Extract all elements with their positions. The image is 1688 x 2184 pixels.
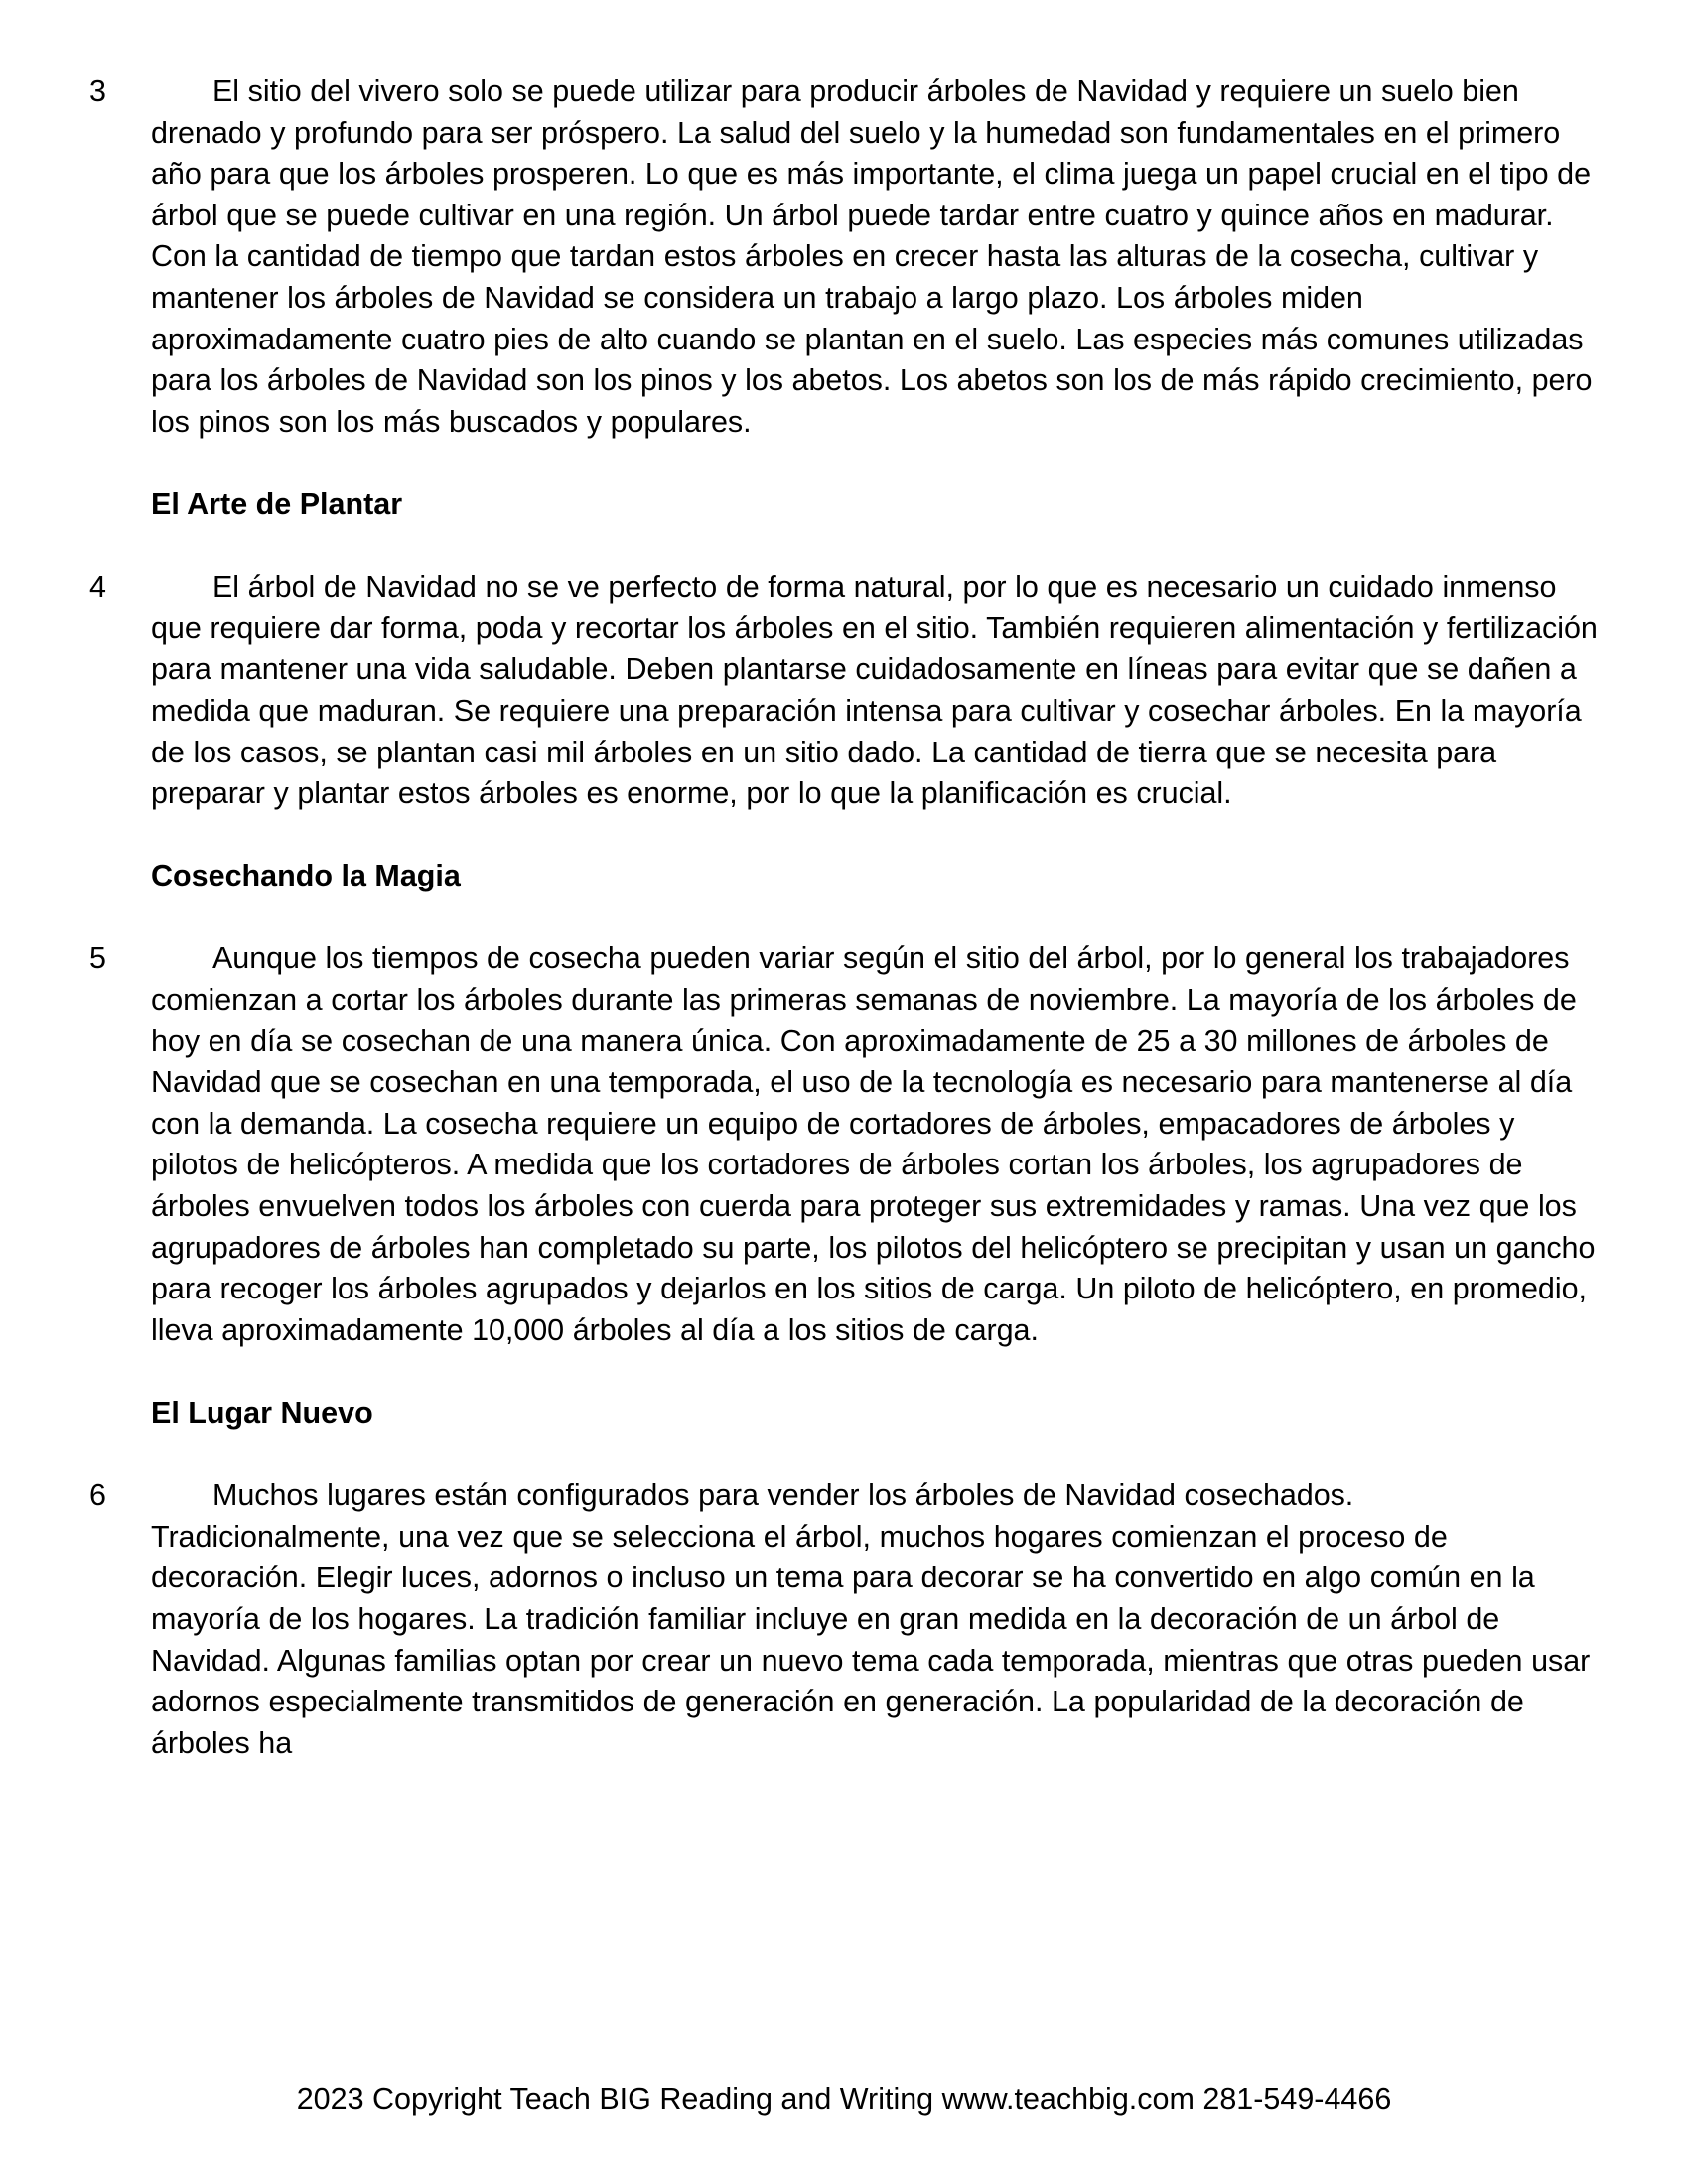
paragraph-number: 6 xyxy=(89,1478,106,1513)
spacer xyxy=(89,815,1599,857)
paragraph-6 xyxy=(89,1475,1599,1764)
paragraph-text: Aunque los tiempos de cosecha pueden variar según el sitio del árbol, por lo general los trabajadores comienzan a cortar los árboles durante las primeras semanas de noviembre. La mayoría de los árboles de hoy en día se cosechan de una manera única. Con aproximadamente de 25 a 30 millones de árboles de Navidad que se cosechan en una temporada, el uso de la tecnología es necesario para mantenerse al día con la demanda. La cosecha requiere un equipo de cortadores de árboles, empacadores de árboles y pilotos de helicópteros. A medida que los cortadores de árboles cortan los árboles, los agrupadores de árboles envuelven todos los árboles con cuerda para proteger sus extremidades y ramas. Una vez que los agrupadores de árboles han completado su parte, los pilotos del helicóptero se precipitan y usan un gancho para recoger los árboles agrupados y dejarlos en los sitios de carga. Un piloto de helicóptero, en promedio, lleva aproximadamente 10,000 árboles al día a los sitios de carga. xyxy=(151,941,1596,1347)
spacer xyxy=(89,1434,1599,1476)
spacer xyxy=(89,443,1599,484)
paragraph-3 xyxy=(89,71,1599,443)
paragraph-4 xyxy=(89,567,1599,815)
page-footer: 2023 Copyright Teach BIG Reading and Writing www.teachbig.com 281-549-4466 xyxy=(296,2082,1392,2116)
paragraph-5 xyxy=(89,938,1599,1351)
paragraph-number: 3 xyxy=(89,74,106,108)
paragraph-text: El sitio del vivero solo se puede utilizar para producir árboles de Navidad y requiere un suelo bien drenado y profundo para ser próspero. La salud del suelo y la humedad son fundamentales en el primero año para que los árboles prosperen. Lo que es más importante, el clima juega un papel crucial en el tipo de árbol que se puede cultivar en una región. Un árbol puede tardar entre cuatro y quince años en madurar. Con la cantidad de tiempo que tardan estos árboles en crecer hasta las alturas de la cosecha, cultivar y mantener los árboles de Navidad se considera un trabajo a largo plazo. Los árboles miden aproximadamente cuatro pies de alto cuando se plantan en el suelo. Las especies más comunes utilizadas para los árboles de Navidad son los pinos y los abetos. Los abetos son los de más rápido crecimiento, pero los pinos son los más buscados y populares. xyxy=(151,74,1593,439)
section-heading-el-lugar-nuevo: El Lugar Nuevo xyxy=(151,1396,373,1430)
paragraph-text: El árbol de Navidad no se ve perfecto de forma natural, por lo que es necesario un cuidado inmenso que requiere dar forma, poda y recortar los árboles en el sitio. También requieren alimentación y fertilización para mantener una vida saludable. Deben plantarse cuidadosamente en líneas para evitar que se dañen a medida que maduran. Se requiere una preparación intensa para cultivar y cosechar árboles. En la mayoría de los casos, se plantan casi mil árboles en un sitio dado. La cantidad de tierra que se necesita para preparar y plantar estos árboles es enorme, por lo que la planificación es crucial. xyxy=(151,570,1598,811)
spacer xyxy=(89,526,1599,568)
paragraph-number: 5 xyxy=(89,941,106,976)
page-content xyxy=(89,71,1599,1764)
section-heading-el-arte-de-plantar: El Arte de Plantar xyxy=(151,486,403,521)
paragraph-text: Muchos lugares están configurados para vender los árboles de Navidad cosechados. Tradicionalmente, una vez que se selecciona el árbol, muchos hogares comienzan el proceso de decoración. Elegir luces, adornos o incluso un tema para decorar se ha convertido en algo común en la mayoría de los hogares. La tradición familiar incluye en gran medida en la decoración de un árbol de Navidad. Algunas familias optan por crear un nuevo tema cada temporada, mientras que otras pueden usar adornos especialmente transmitidos de generación en generación. La popularidad de la decoración de árboles ha xyxy=(151,1478,1591,1760)
paragraph-number: 4 xyxy=(89,570,106,605)
spacer xyxy=(89,897,1599,939)
spacer xyxy=(89,1351,1599,1393)
section-heading-cosechando-la-magia: Cosechando la Magia xyxy=(151,859,461,893)
